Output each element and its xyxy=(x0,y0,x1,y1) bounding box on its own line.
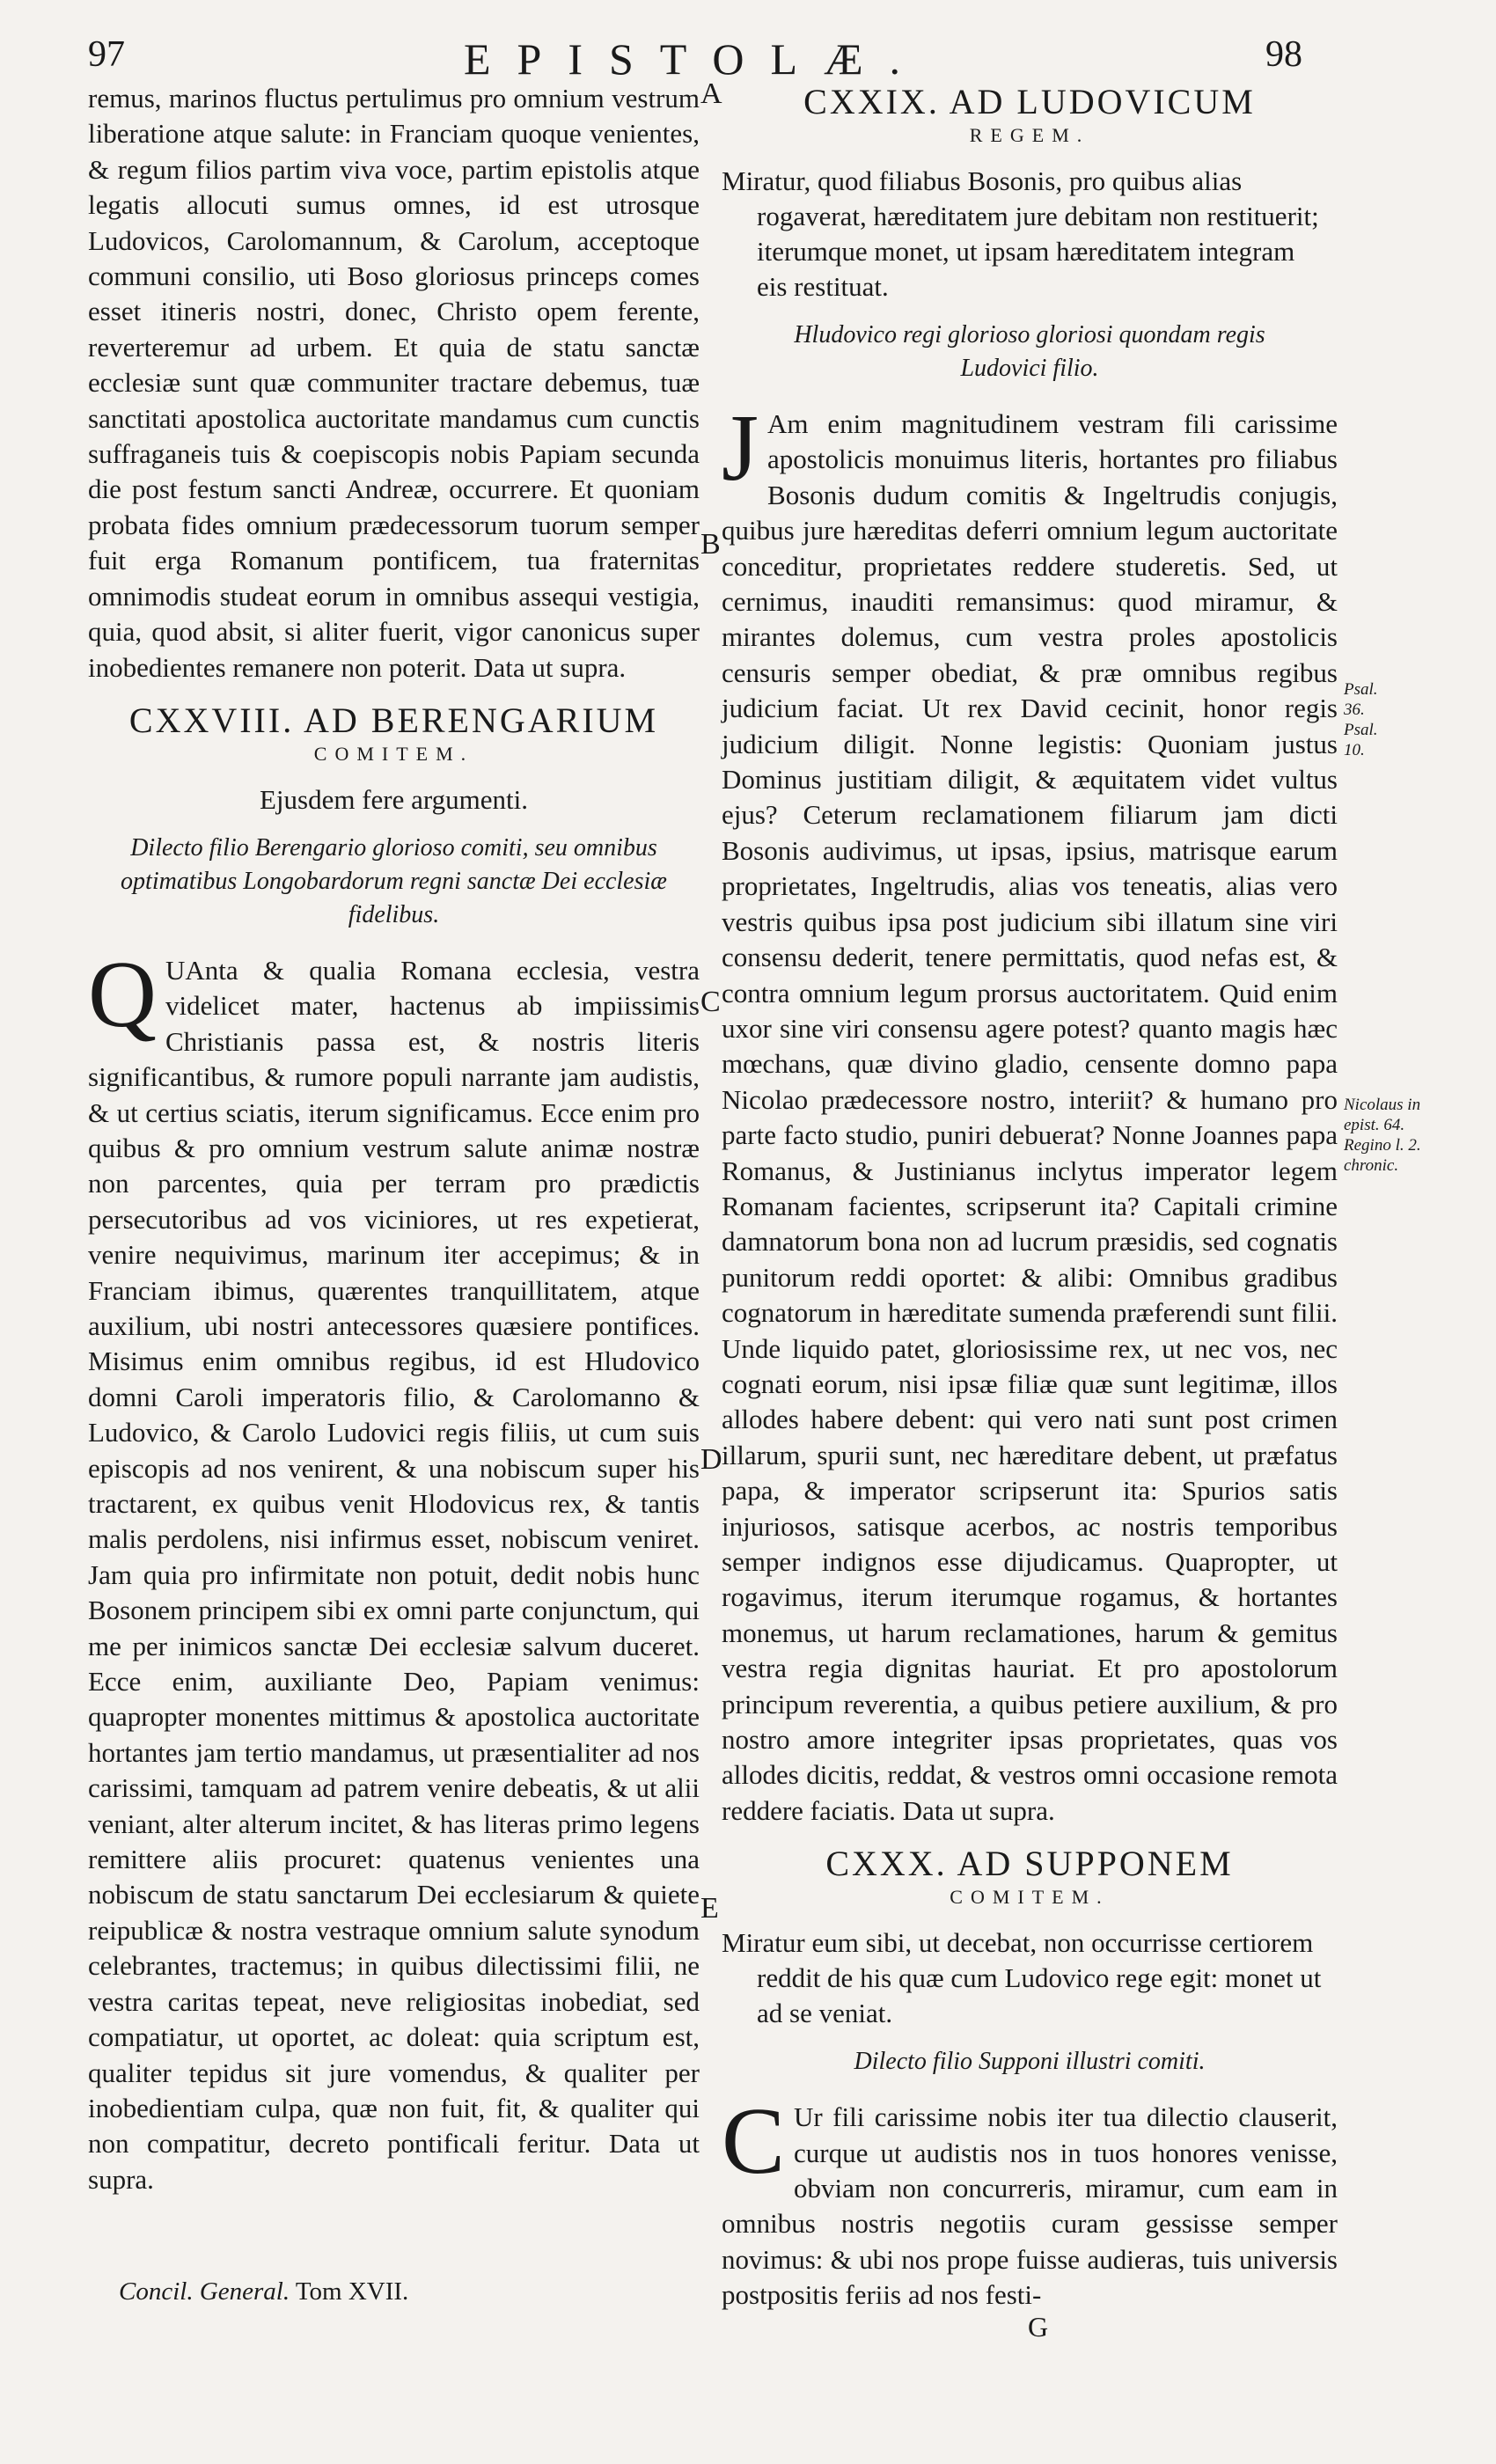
right-column xyxy=(722,81,1338,2314)
letter-heading-130: CXXX. AD SUPPONEM xyxy=(825,1844,1234,1884)
drop-cap-129: J xyxy=(722,396,759,501)
footer-signature-volume: Tom XVII. xyxy=(295,2277,409,2306)
letter-summary-128: Ejusdem fere argumenti. xyxy=(259,783,529,815)
gathering-mark: G xyxy=(1028,2311,1049,2343)
letter-heading-129: CXXIX. AD LUDOVICUM xyxy=(803,82,1256,121)
letter-address-130: Dilecto filio Supponi illustri comiti. xyxy=(854,2048,1206,2076)
margin-letter-a: A xyxy=(700,77,722,110)
footer-signature-title: Concil. General. xyxy=(119,2277,290,2306)
drop-cap-130: C xyxy=(722,2089,786,2195)
letter-body-129: Am enim magnitudinem vestram fili carissime apostolicis monuimus literis, hortantes pro filiabus Bosonis dudum comitis & Ingeltrudis conjugis, quibus jure hæreditas deferri omnium legum auctoritate conceditur, proprietates reddere studeretis. Sed, ut cernimus, inauditi remansimus: quod miramur, & mirantes dolemus, cum vestra proles apostolicis censuris semper obediat, & præ omnibus regibus judicium faciat. Ut rex David cecinit, honor regis judicium diligit. Nonne legistis: Quoniam justus Dominus justitiam diligit, & æquitatem videt vultus ejus? Ceterum reclamationem filiarum jam dicti Bosonis audivimus, ut ipsas, ipsius, matrisque earum proprietates, Ingeltrudis, alias vos teneatis, alias vero vestris quibus ipsa post judicium sibi illatum sine viri consensu dederit, tenere permittatis, quod nefas est, & contra omnium legum prorsus auctoritatem. Quid enim uxor sine viri consensu agere potest? quanto magis hæc mœchans, quæ divino gladio, censente domno papa Nicolao prædecessore nostro, interiit? & humano pro parte facto studio, puniri debuerat? Nonne Joannes papa Romanus, & Justinianus inclytus imperator legem Romanam facientes, scripserunt ita? Capitali crimine damnatorum bona non ad lucrum præsidis, sed cognatis punitorum reddi oportet: & alibi: Omnibus gradibus cognatorum in hæreditate sumenda præferendi sunt filii. Unde liquido patet, gloriosissime rex, ut nec vos, nec cognati eorum, nisi ipsæ filiæ quæ sunt legitimæ, illos allodes habere debent: qui vero nati sunt post crimen illarum, spurii sunt, nec hæreditare debent, ut præfatus papa, & imperator scripserunt ita: Spurios satis injuriosos, satisque acerbos, ac nostris temporibus semper indignos esse dijudicamus. Quapropter, ut rogavimus, iterum iterumque rogamus, & hortantes monemus, ut harum reclamationes, harum & gemitus vestra regia dignitas hauriat. Et pro apostolorum principum reverentia, a quibus petiere auxilium, & pro nostro amore integriter ipsas proprietates, quas vos allodes dicitis, reddat, & vestros omni occasione remota reddere faciatis. Data ut supra. xyxy=(722,408,1338,1826)
letter-heading-128: CXXVIII. AD BERENGARIUM xyxy=(128,700,659,740)
margin-letter-e: E xyxy=(700,1892,719,1925)
letter-summary-130: Miratur eum sibi, ut decebat, non occurrisse certiorem reddit de his quæ cum Ludovico rege egit: monet ut ad se veniat. xyxy=(722,1927,1322,2029)
letter-body-130: Ur fili carissime nobis iter tua dilectio clauserit, curque ut audistis nos in tuos honores venisse, obviam non concurreris, miramur, cum eam in omnibus nostris negotiis curam gessisse semper novimus: & ubi nos prope fuisse audieras, tuis universis postpositis feriis ad nos festi- xyxy=(722,2101,1338,2311)
margin-letter-c: C xyxy=(700,986,721,1018)
letter-summary-129: Miratur, quod filiabus Bosonis, pro quibus alias rogaverat, hæreditatem jure debitam non restituerit; iterumque monet, ut ipsam hæreditatem integram eis restituat. xyxy=(722,165,1319,302)
letter-address-128: Dilecto filio Berengario glorioso comiti, seu omnibus optimatibus Longobardorum regni sanctæ Dei ecclesiæ fidelibus. xyxy=(121,833,667,928)
letter-subheading-128: COMITEM. xyxy=(313,742,474,765)
page-number-left: 97 xyxy=(88,34,125,75)
margin-note-nicolaus: Nicolaus in epist. 64. Regino l. 2. chronic. xyxy=(1344,1096,1421,1175)
margin-note-psalm: Psal. 36. Psal. 10. xyxy=(1344,680,1378,759)
left-column xyxy=(88,81,700,2197)
letter-body-128: UAnta & qualia Romana ecclesia, vestra videlicet mater, hactenus ab impiissimis Christianis passa est, & nostris literis significantibus, & rumore populi narrante jam audistis, & ut certius sciatis, iterum significamus. Ecce enim pro quibus & pro omnium vestrum salute animæ nostræ non parcentes, quia per terram pro prædictis persecutoribus ad vos viciniores, ut res expetierat, venire nequivimus, marinum iter accepimus; & in Franciam ibimus, quærentes tranquillitatem, atque auxilium, ubi nostri antecessores quæsiere pontifices. Misimus enim omnibus regibus, id est Hludovico domni Caroli imperatoris filio, & Carolomanno & Ludovico, & Carolo Ludovici regis filiis, ut cum suis episcopis ad nos venirent, & una nobiscum super his tractarent, ex quibus venit Hlodovicus rex, & tantis malis perdolens, nisi infirmus esset, nobiscum veniret. Jam quia pro infirmitate non potuit, dedit nobis hunc Bosonem principem sibi ex omni parte conjunctum, qui me per inimicos sanctæ Dei ecclesiæ salvum duceret. Ecce enim, auxiliante Deo, Papiam venimus: quapropter monentes mittimus & apostolica auctoritate hortantes jam tertio mandamus, ut præsentialiter ad nos carissimi, tamquam ad patrem venire debeatis, & ut alii veniant, alter alterum incitet, & has literas primo legens remittere aliis procuret: quatenus venientes una nobiscum de statu sanctarum Dei ecclesiarum & quiete reipublicæ & nostra vestraque omnium salute synodum celebrantes, tractemus; in quibus dilectissimi filii, ne vestra caritas tepeat, neve religiositas inobediat, sed compatiatur, ut oportet, ac doleat: quia scriptum est, qualiter tepidus sit jure vomendus, & qualiter per inobedientiam culpa, quæ non fuit, fit, & qualiter qui non compatitur, decreto pontificali feritur. Data ut supra. xyxy=(88,954,700,2195)
letter-subheading-129: REGEM. xyxy=(969,124,1090,146)
running-title: EPISTOLÆ. xyxy=(463,34,928,84)
letter-address-129: Hludovico regi glorioso gloriosi quondam regis Ludovici filio. xyxy=(794,321,1265,382)
page-number-right: 98 xyxy=(1265,34,1302,75)
margin-letter-b: B xyxy=(700,528,721,561)
margin-letter-d: D xyxy=(700,1443,722,1476)
letter-subheading-130: COMITEM. xyxy=(950,1886,1110,1909)
drop-cap-128: Q xyxy=(88,942,157,1047)
footer-signature xyxy=(119,2277,408,2306)
continued-letter-text: remus, marinos fluctus pertulimus pro omnium vestrum liberatione atque salute: in Franciam quoque venientes, & regum filios partim viva voce, partim epistolis atque legatis allocuti sumus omnes, id est utrosque Ludovicos, Carolomannum, & Carolum, acceptoque communi consilio, uti Boso gloriosus princeps comes esset itineris nostri, donec, Christo opem ferente, reverteremur ad urbem. Et quia de statu sanctæ ecclesiæ sunt quæ communiter tractare debemus, tuæ sanctitati apostolica auctoritate mandamus cum cunctis suffraganeis tuis & coepiscopis nobis Papiam secunda die post festum sancti Andreæ, occurrere. Et quoniam probata fides omnium prædecessorum tuorum semper fuit erga Romanum pontificem, tua fraternitas omnimodis studeat eorum in omnibus assequi vestigia, quia, quod absit, si aliter fuerit, vigor canonicus super inobedientes remanere non poterit. Data ut supra. xyxy=(88,83,700,683)
